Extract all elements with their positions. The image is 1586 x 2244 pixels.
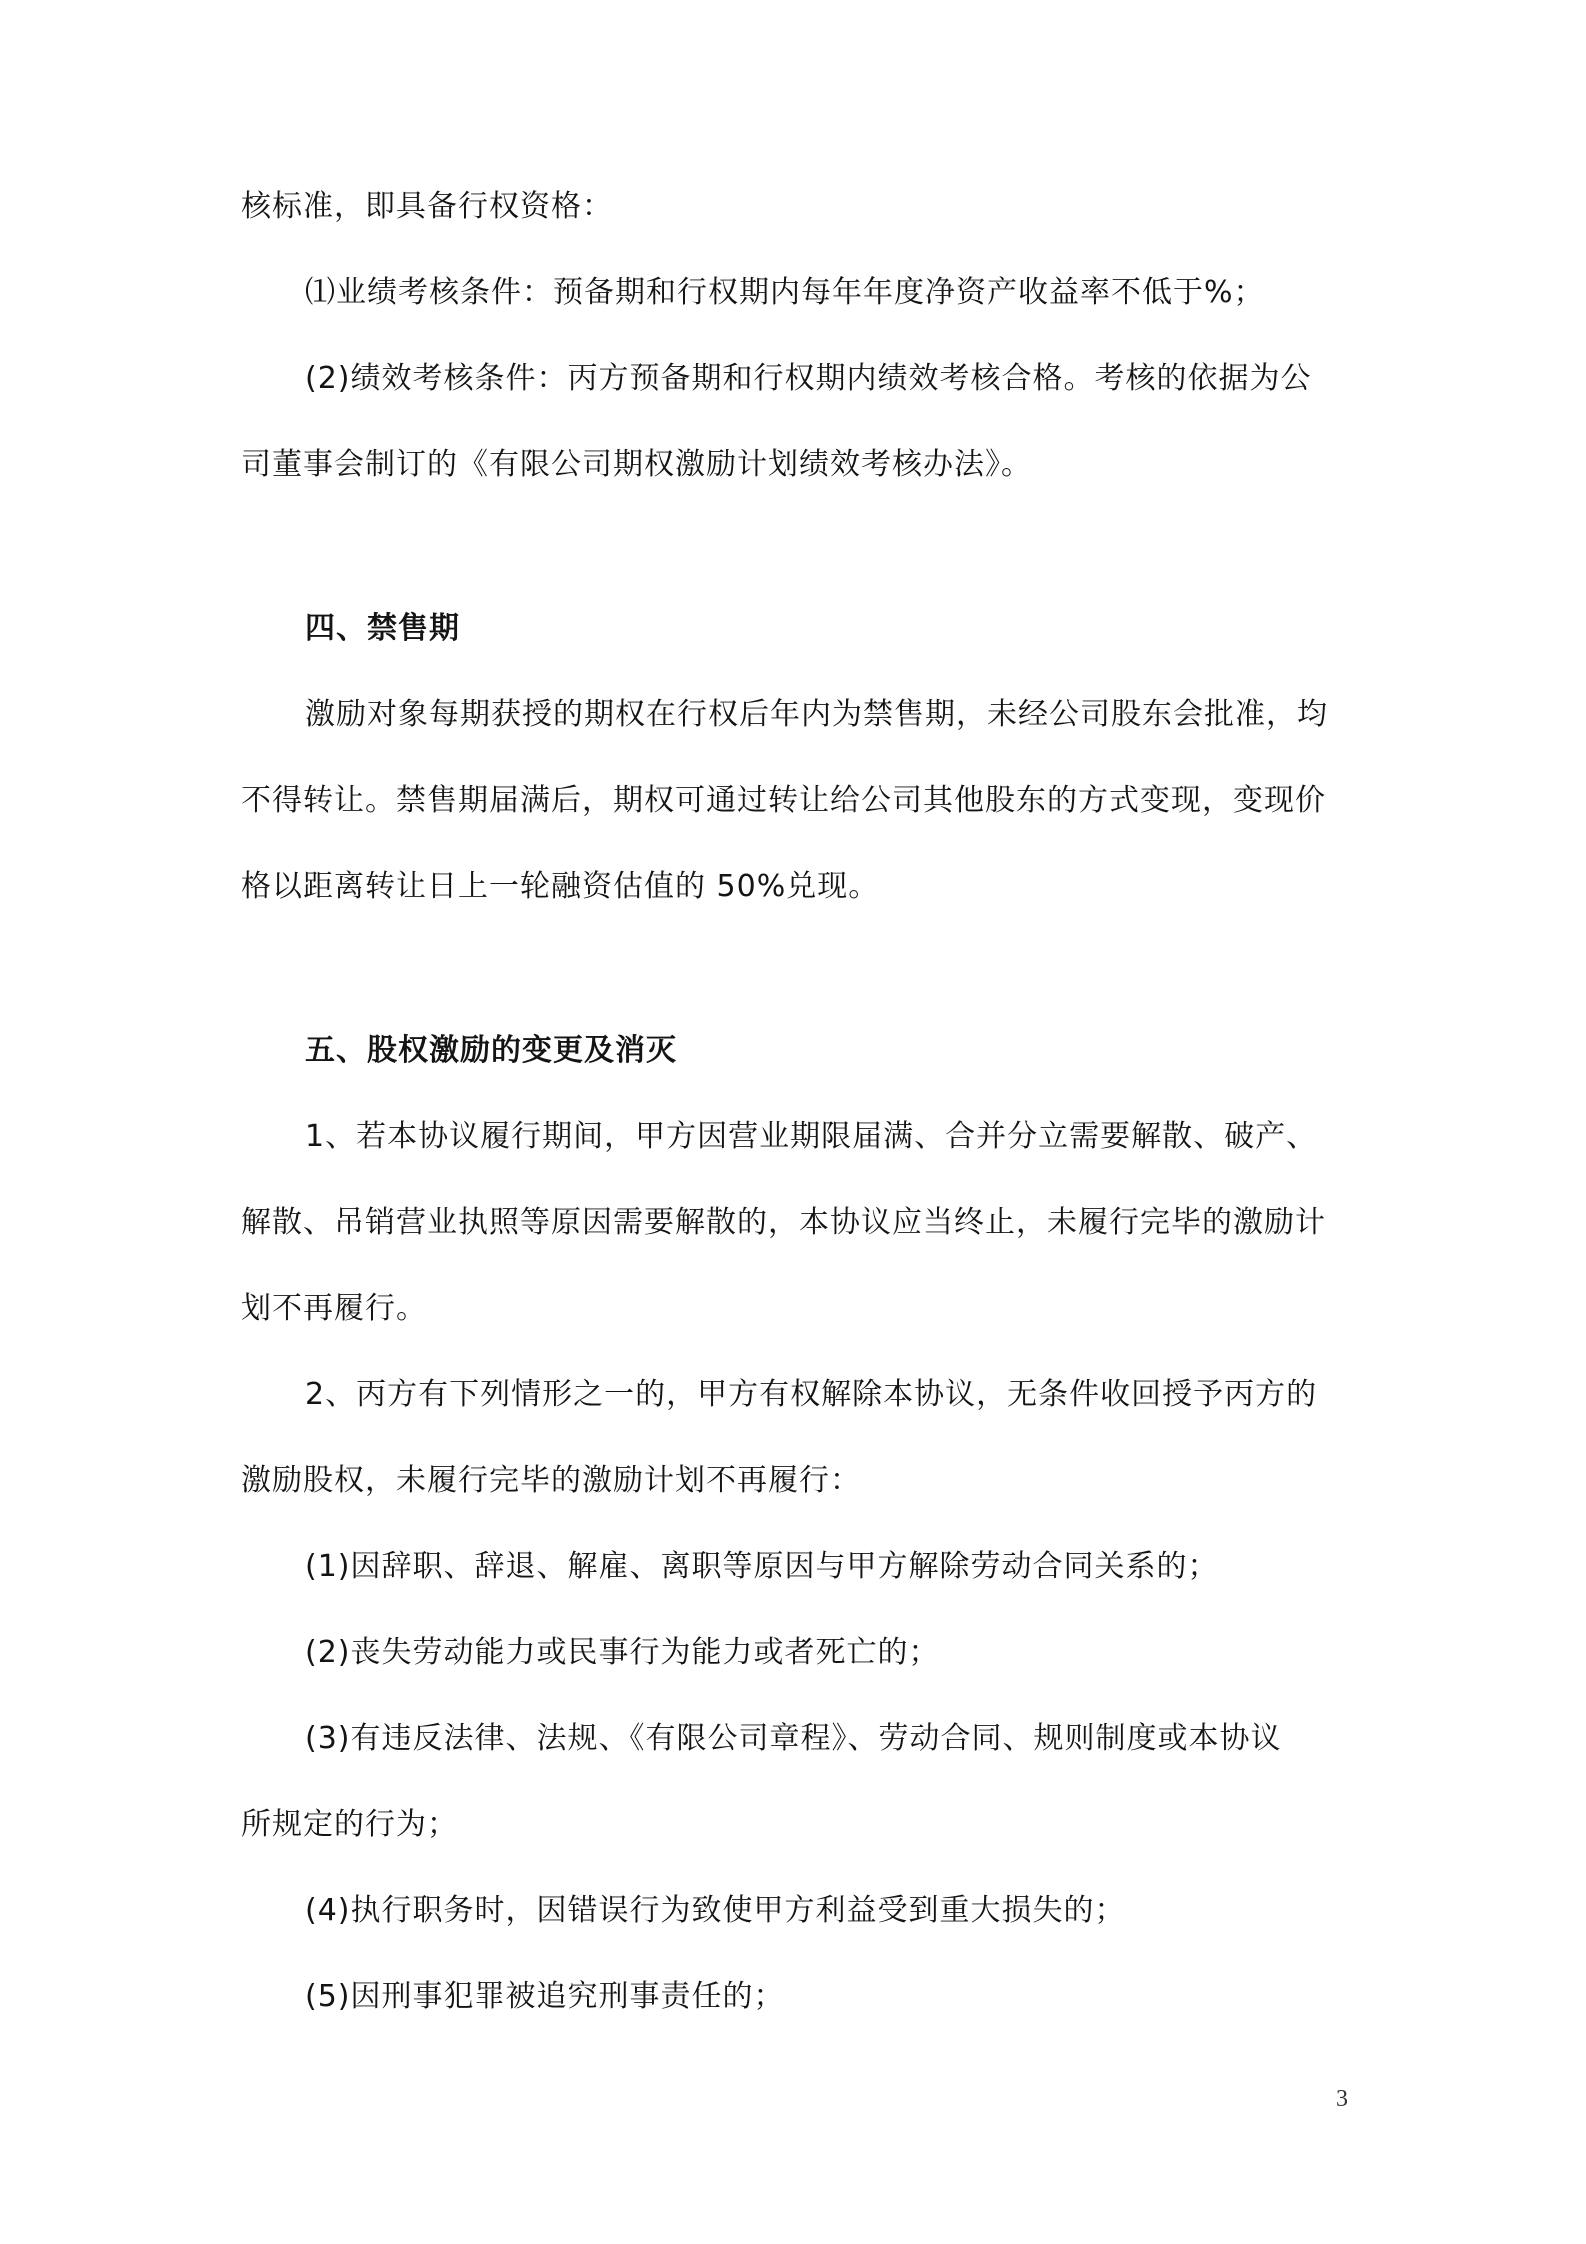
text-line: 激励对象每期获授的期权在行权后年内为禁售期，未经公司股东会批准，均: [305, 697, 1328, 732]
text-line: 1、若本协议履行期间，甲方因营业期限届满、合并分立需要解散、破产、: [305, 1119, 1318, 1154]
text-line: 2、丙方有下列情形之一的，甲方有权解除本协议，无条件收回授予丙方的: [305, 1377, 1318, 1412]
list-item: (1)因辞职、辞退、解雇、离职等原因与甲方解除劳动合同关系的；: [305, 1549, 1219, 1584]
text-line: (2)绩效考核条件：丙方预备期和行权期内绩效考核合格。考核的依据为公: [305, 361, 1312, 396]
text-line: 司董事会制订的《有限公司期权激励计划绩效考核办法》。: [241, 447, 1032, 482]
text-line: 解散、吊销营业执照等原因需要解散的，本协议应当终止，未履行完毕的激励计: [241, 1205, 1326, 1240]
text-line: 格以距离转让日上一轮融资估值的 50%兑现。: [241, 869, 880, 904]
list-item: (5)因刑事犯罪被追究刑事责任的；: [305, 1979, 785, 2014]
text-line: 激励股权，未履行完毕的激励计划不再履行：: [241, 1463, 861, 1498]
list-item: (4)执行职务时，因错误行为致使甲方利益受到重大损失的；: [305, 1893, 1126, 1928]
page-number: 3: [1336, 2086, 1348, 2112]
section-heading: 四、禁售期: [305, 611, 460, 646]
text-line: 核标准，即具备行权资格：: [241, 189, 613, 224]
text-line: 不得转让。禁售期届满后，期权可通过转让给公司其他股东的方式变现，变现价: [241, 783, 1326, 818]
list-item: (3)有违反法律、法规、《有限公司章程》、劳动合同、规则制度或本协议: [305, 1721, 1282, 1756]
list-item: (2)丧失劳动能力或民事行为能力或者死亡的；: [305, 1635, 940, 1670]
text-line: ⑴业绩考核条件：预备期和行权期内每年年度净资产收益率不低于%；: [305, 275, 1265, 310]
section-heading: 五、股权激励的变更及消灭: [305, 1033, 677, 1068]
text-line: 所规定的行为；: [241, 1807, 458, 1842]
text-line: 划不再履行。: [241, 1291, 427, 1326]
